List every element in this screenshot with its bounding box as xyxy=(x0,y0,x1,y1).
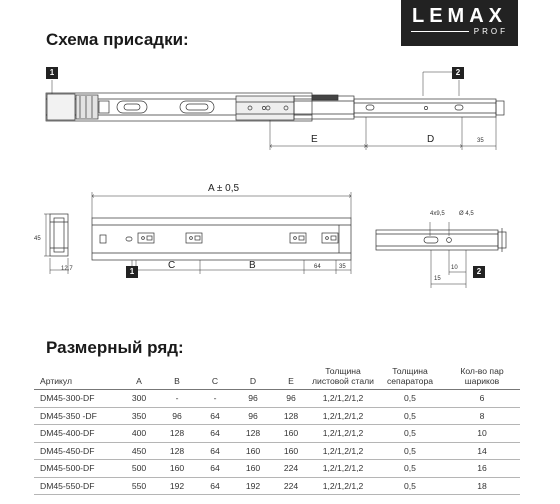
cell-b: 128 xyxy=(158,442,196,460)
dim-label-d: D xyxy=(427,134,435,145)
cell-ball-pairs: 10 xyxy=(444,425,520,443)
cell-e: 128 xyxy=(272,407,310,425)
cell-ball-pairs: 14 xyxy=(444,442,520,460)
cell-separator: 0,5 xyxy=(376,390,444,408)
col-header-steel-thickness: Толщина листовой стали xyxy=(310,366,376,390)
cell-separator: 0,5 xyxy=(376,477,444,495)
badge-2-detail: 2 xyxy=(473,266,485,278)
cell-c: 64 xyxy=(196,460,234,478)
cell-c: 64 xyxy=(196,442,234,460)
badge-1-mid: 1 xyxy=(126,266,138,278)
table-row xyxy=(34,477,520,495)
badge-2-top: 2 xyxy=(452,67,464,79)
cell-steel: 1,2/1,2/1,2 xyxy=(310,477,376,495)
table-row xyxy=(34,442,520,460)
col-header-d: D xyxy=(234,366,272,390)
cell-e: 224 xyxy=(272,477,310,495)
cell-ball-pairs: 16 xyxy=(444,460,520,478)
dim-label-slot: 4x9,5 xyxy=(430,211,445,217)
cell-c: 64 xyxy=(196,477,234,495)
cell-d: 96 xyxy=(234,407,272,425)
col-header-separator-thickness: Толщина сепаратора xyxy=(376,366,444,390)
cell-article: DM45-300-DF xyxy=(34,390,120,408)
cell-b: 160 xyxy=(158,460,196,478)
logo-subtext: PROF xyxy=(473,27,508,36)
cell-e: 160 xyxy=(272,442,310,460)
cell-separator: 0,5 xyxy=(376,425,444,443)
cell-a: 300 xyxy=(120,390,158,408)
size-range-table xyxy=(34,366,520,495)
cell-steel: 1,2/1,2/1,2 xyxy=(310,442,376,460)
col-header-a: A xyxy=(120,366,158,390)
cell-e: 160 xyxy=(272,425,310,443)
dim-label-12-7: 12,7 xyxy=(61,266,73,272)
cell-ball-pairs: 6 xyxy=(444,390,520,408)
table-row xyxy=(34,460,520,478)
col-header-c: C xyxy=(196,366,234,390)
dim-label-c: C xyxy=(168,260,176,271)
cell-a: 450 xyxy=(120,442,158,460)
cell-separator: 0,5 xyxy=(376,460,444,478)
dim-label-a: A ± 0,5 xyxy=(208,183,240,194)
dim-label-10: 10 xyxy=(451,265,458,271)
cell-b: 96 xyxy=(158,407,196,425)
mounting-scheme-title: Схема присадки: xyxy=(46,30,189,49)
cell-ball-pairs: 18 xyxy=(444,477,520,495)
cell-d: 160 xyxy=(234,460,272,478)
dim-label-15: 15 xyxy=(434,276,441,282)
size-range-title: Размерный ряд: xyxy=(46,338,184,357)
cell-a: 400 xyxy=(120,425,158,443)
cell-a: 550 xyxy=(120,477,158,495)
table-row xyxy=(34,425,520,443)
cell-ball-pairs: 8 xyxy=(444,407,520,425)
cell-d: 192 xyxy=(234,477,272,495)
cell-article: DM45-500-DF xyxy=(34,460,120,478)
dim-label-35-top: 35 xyxy=(477,138,484,144)
cell-d: 128 xyxy=(234,425,272,443)
table-row xyxy=(34,390,520,408)
cell-article: DM45-400-DF xyxy=(34,425,120,443)
logo-text: LEMAX xyxy=(412,5,507,27)
cell-a: 350 xyxy=(120,407,158,425)
dim-label-e: E xyxy=(311,134,318,145)
col-header-article: Артикул xyxy=(34,366,120,390)
cell-article: DM45-550-DF xyxy=(34,477,120,495)
cell-e: 96 xyxy=(272,390,310,408)
dim-label-64: 64 xyxy=(314,264,321,270)
cell-b: 192 xyxy=(158,477,196,495)
cell-steel: 1,2/1,2/1,2 xyxy=(310,390,376,408)
col-header-b: B xyxy=(158,366,196,390)
cell-a: 500 xyxy=(120,460,158,478)
cell-article: DM45-450-DF xyxy=(34,442,120,460)
cell-steel: 1,2/1,2/1,2 xyxy=(310,425,376,443)
col-header-e: E xyxy=(272,366,310,390)
table-row xyxy=(34,407,520,425)
cell-steel: 1,2/1,2/1,2 xyxy=(310,460,376,478)
cell-b: - xyxy=(158,390,196,408)
col-header-ball-pairs: Кол-во пар шариков xyxy=(444,366,520,390)
cell-steel: 1,2/1,2/1,2 xyxy=(310,407,376,425)
cell-c: 64 xyxy=(196,425,234,443)
cell-e: 224 xyxy=(272,460,310,478)
cell-c: 64 xyxy=(196,407,234,425)
cell-b: 128 xyxy=(158,425,196,443)
dim-label-hole: Ø 4,5 xyxy=(459,211,474,217)
cell-d: 96 xyxy=(234,390,272,408)
cell-d: 160 xyxy=(234,442,272,460)
cell-article: DM45-350 -DF xyxy=(34,407,120,425)
dim-label-35-mid: 35 xyxy=(339,264,346,270)
dim-label-45: 45 xyxy=(34,236,41,242)
dim-label-b: B xyxy=(249,260,256,271)
badge-1-top: 1 xyxy=(46,67,58,79)
cell-separator: 0,5 xyxy=(376,442,444,460)
cell-c: - xyxy=(196,390,234,408)
table-header-row xyxy=(34,366,520,390)
cell-separator: 0,5 xyxy=(376,407,444,425)
